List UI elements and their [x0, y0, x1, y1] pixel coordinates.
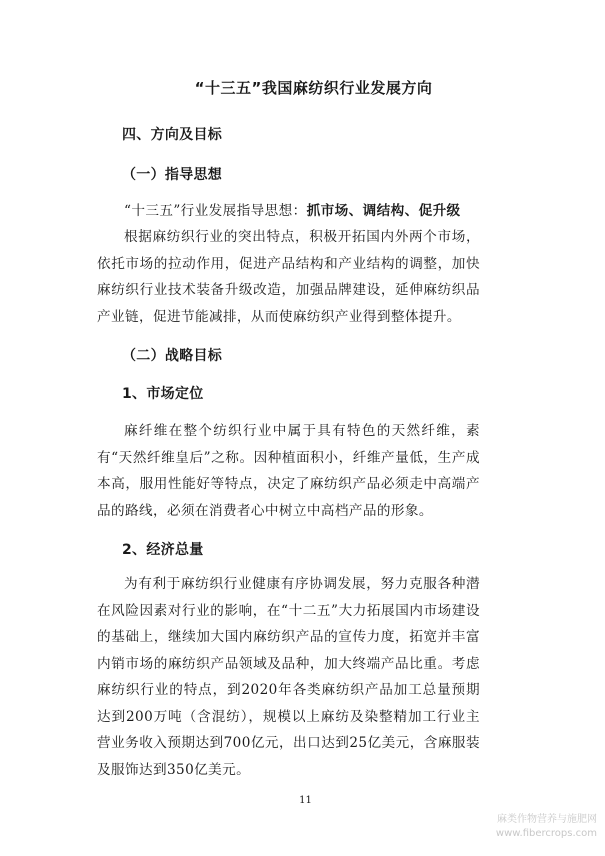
- subsection-heading-strategy: （二）战略目标: [122, 348, 223, 364]
- item-heading-market: 1、市场定位: [122, 386, 204, 402]
- paragraph-economic-total: 为有利于麻纺织行业健康有序协调发展，努力克服各种潜在风险因素对行业的影响，在“十二五”大力拓展国内市场建设的基础上，继续加大国内麻纺织产品的宣传力度，拓宽并丰富内销市场的麻纺织产品领域及品种，加大终端产品比重。考虑麻纺织行业的特点，到2020年各类麻纺织产品加工总量预期达到200万吨（含混纺），规模以上麻纺及染整精加工行业主营业务收入预期达到700亿元，出口达到25亿美元，含麻服装及服饰达到350亿美元。: [97, 576, 480, 778]
- watermark: [496, 813, 597, 841]
- subsection-heading-guiding: （一）指导思想: [122, 167, 223, 183]
- page-number: 11: [299, 795, 312, 806]
- watermark-line-1: 麻类作物营养与施肥网: [497, 814, 597, 825]
- paragraph-guiding-detail: 根据麻纺织行业的突出特点，积极开拓国内外两个市场，依托市场的拉动作用，促进产品结构和产业结构的调整，加快麻纺织行业技术装备升级改造，加强品牌建设，延伸麻纺织品产业链，促进节能减排，从而使麻纺织产业得到整体提升。: [97, 229, 480, 325]
- section-heading: 四、方向及目标: [122, 127, 223, 143]
- guiding-thought-lead: “十三五”行业发展指导思想：: [124, 203, 307, 219]
- item-heading-economy: 2、经济总量: [122, 542, 204, 558]
- document-title: “十三五”我国麻纺织行业发展方向: [194, 79, 433, 97]
- watermark-line-2: www.fibercrops.com: [495, 828, 597, 839]
- paragraph-market-positioning: 麻纤维在整个纺织行业中属于具有特色的天然纤维，素有“天然纤维皇后”之称。因种植面积小，纤维产量低，生产成本高，服用性能好等特点，决定了麻纺织产品必须走中高端产品的路线，必须在消费者心中树立中高档产品的形象。: [97, 423, 480, 519]
- guiding-thought-keywords: 抓市场、调结构、促升级: [306, 203, 461, 219]
- paragraph-guiding-thought: [124, 198, 480, 225]
